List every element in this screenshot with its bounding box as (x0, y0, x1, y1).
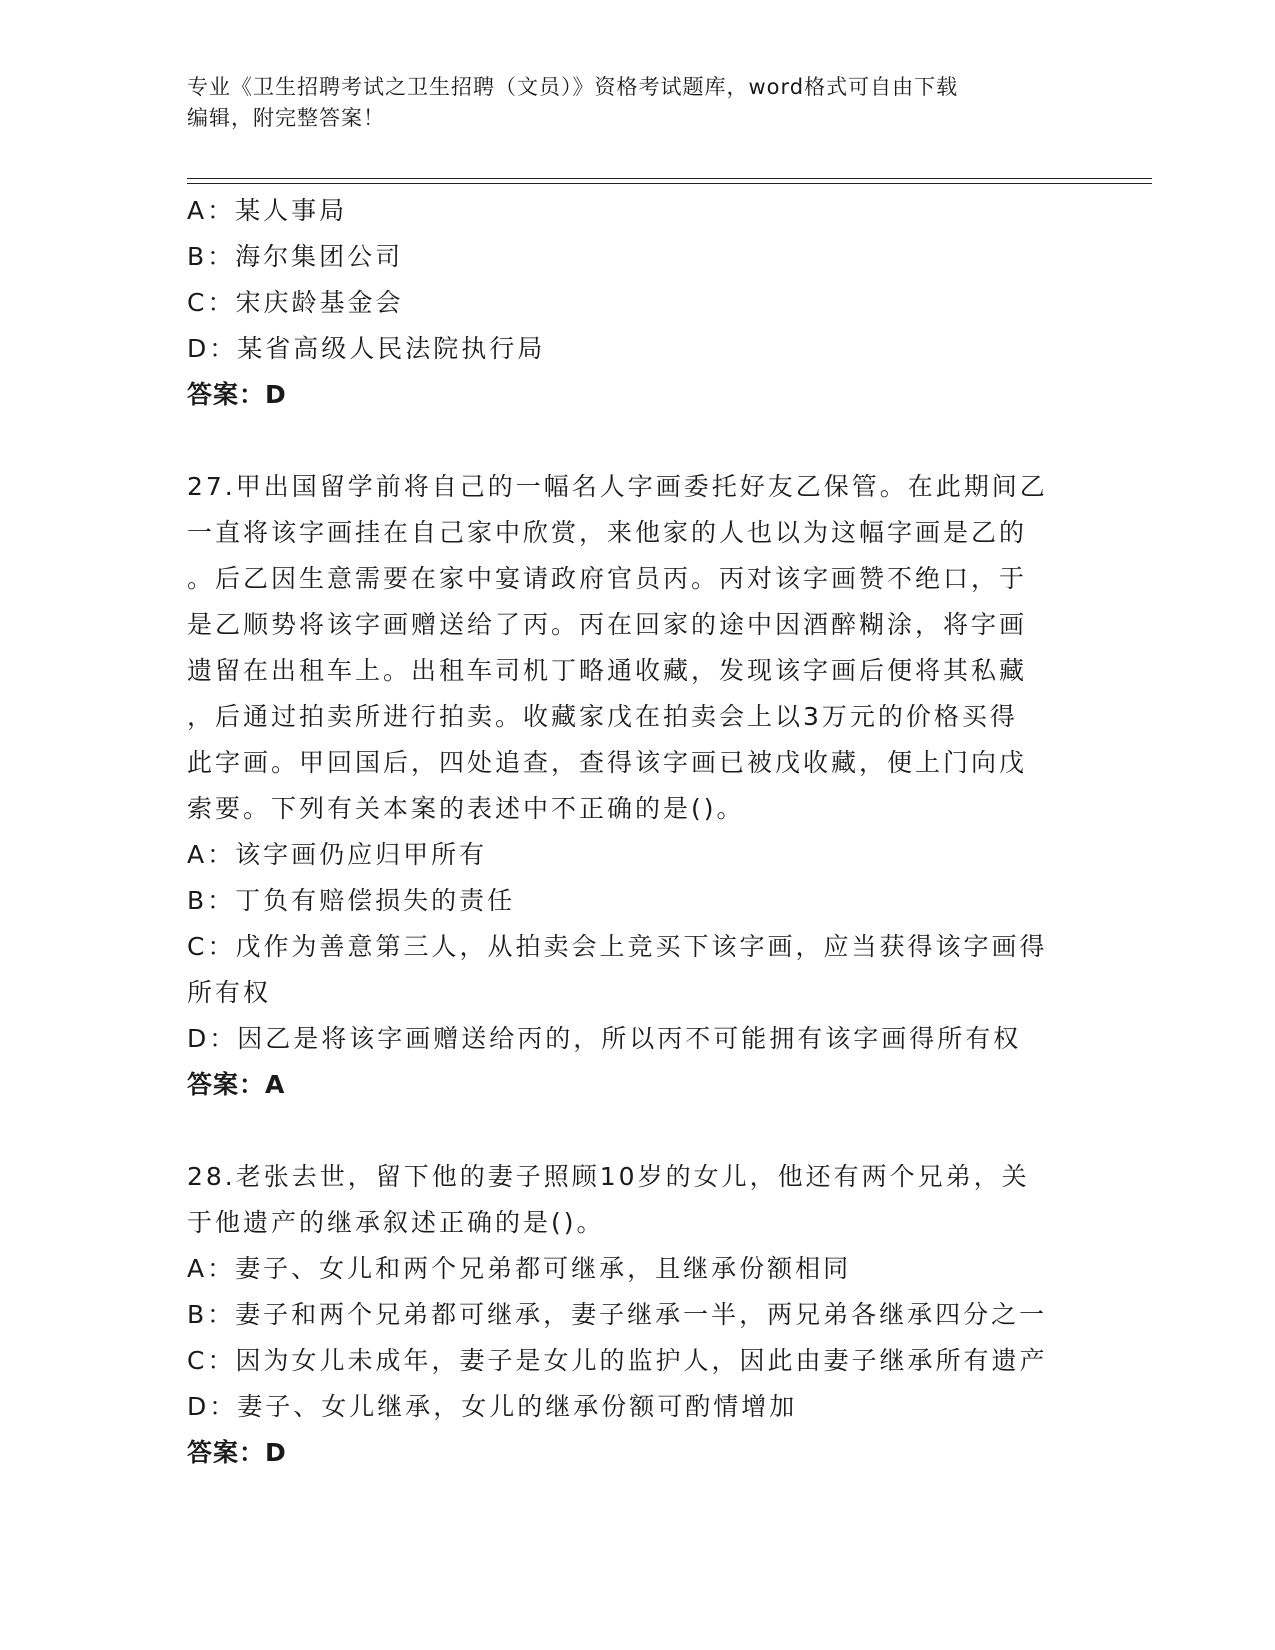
option-c: C：因为女儿未成年，妻子是女儿的监护人，因此由妻子继承所有遗产 (187, 1346, 1048, 1375)
option-d: D：妻子、女儿继承，女儿的继承份额可酌情增加 (187, 1392, 798, 1421)
question-stem-line: 一直将该字画挂在自己家中欣赏，来他家的人也以为这幅字画是乙的 (187, 518, 1028, 547)
option-b: B：妻子和两个兄弟都可继承，妻子继承一半，两兄弟各继承四分之一 (187, 1300, 1048, 1329)
option-a: A：该字画仍应归甲所有 (187, 840, 488, 869)
answer-line: 答案：A (187, 1070, 286, 1099)
question-stem-line: ，后通过拍卖所进行拍卖。收藏家戊在拍卖会上以3万元的价格买得 (187, 702, 1018, 731)
question-26 (187, 188, 1077, 418)
header-line-1: 专业《卫生招聘考试之卫生招聘（文员）》资格考试题库，word格式可自由下载 (187, 75, 959, 99)
question-27 (187, 464, 1077, 1108)
option-b: B：丁负有赔偿损失的责任 (187, 886, 516, 915)
option-c-continued: 所有权 (187, 978, 272, 1007)
option-d: D：因乙是将该字画赠送给丙的，所以丙不可能拥有该字画得所有权 (187, 1024, 1022, 1053)
document-header (187, 72, 1087, 134)
header-line-2: 编辑，附完整答案！ (187, 106, 385, 130)
question-stem-line: 。后乙因生意需要在家中宴请政府官员丙。丙对该字画赞不绝口，于 (187, 564, 1028, 593)
option-c: C：宋庆龄基金会 (187, 288, 404, 317)
question-stem-line: 遗留在出租车上。出租车司机丁略通收藏，发现该字画后便将其私藏 (187, 656, 1028, 685)
document-body (187, 188, 1077, 1476)
question-stem-line: 此字画。甲回国后，四处追查，查得该字画已被戊收藏，便上门向戊 (187, 748, 1028, 777)
option-d: D：某省高级人民法院执行局 (187, 334, 546, 363)
question-28 (187, 1154, 1077, 1476)
spacer (187, 1108, 1077, 1154)
option-a: A：妻子、女儿和两个兄弟都可继承，且继承份额相同 (187, 1254, 852, 1283)
question-stem-line: 于他遗产的继承叙述正确的是()。 (187, 1208, 605, 1237)
option-a: A：某人事局 (187, 196, 348, 225)
option-c: C：戊作为善意第三人，从拍卖会上竞买下该字画，应当获得该字画得 (187, 932, 1048, 961)
question-stem-line: 是乙顺势将该字画赠送给了丙。丙在回家的途中因酒醉糊涂，将字画 (187, 610, 1028, 639)
question-stem-line: 27.甲出国留学前将自己的一幅名人字画委托好友乙保管。在此期间乙 (187, 472, 1048, 501)
option-b: B：海尔集团公司 (187, 242, 404, 271)
spacer (187, 418, 1077, 464)
question-stem-line: 索要。下列有关本案的表述中不正确的是()。 (187, 794, 745, 823)
question-stem-line: 28.老张去世，留下他的妻子照顾10岁的女儿，他还有两个兄弟，关 (187, 1162, 1030, 1191)
answer-line: 答案：D (187, 1438, 287, 1467)
answer-line: 答案：D (187, 380, 287, 409)
header-divider-bottom (187, 183, 1152, 184)
header-divider-top (187, 178, 1152, 179)
